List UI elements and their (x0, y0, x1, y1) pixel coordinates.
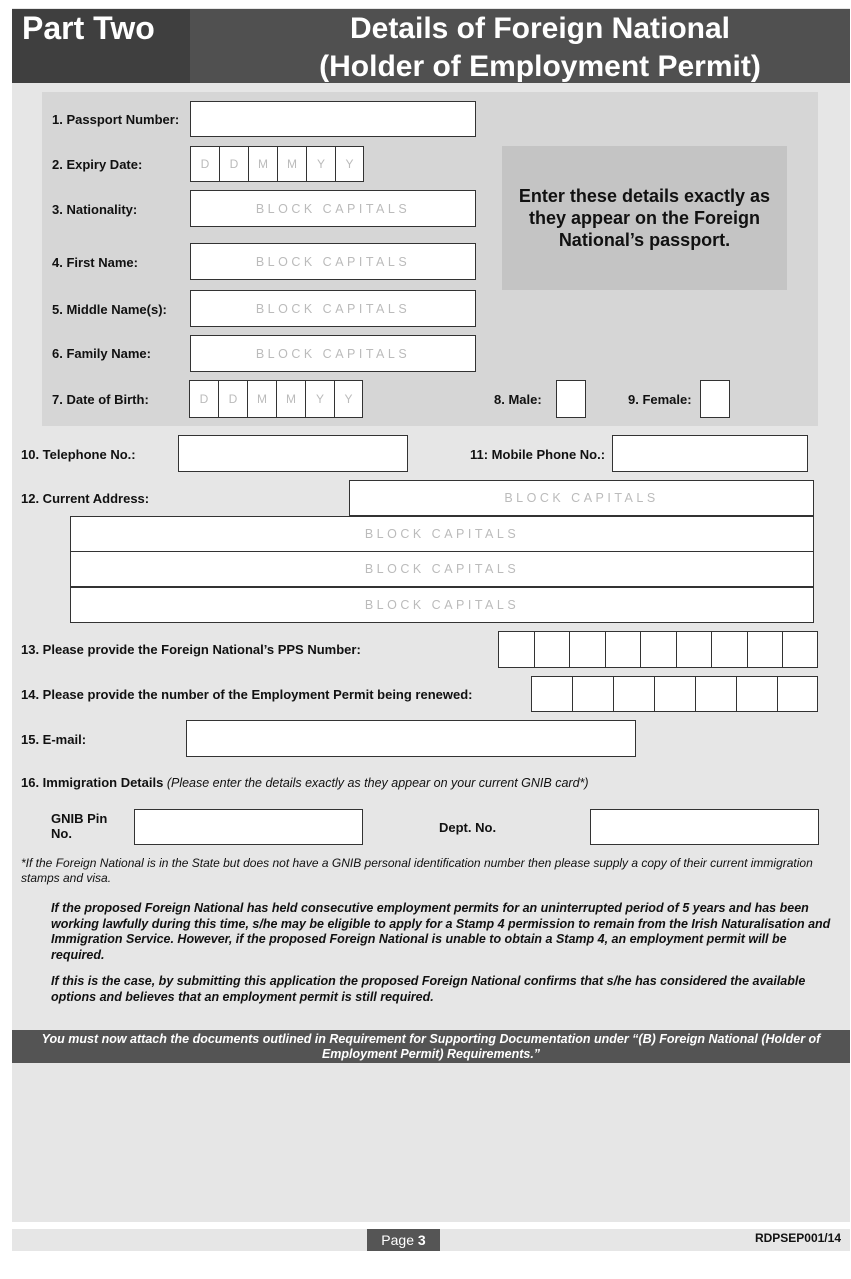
expiry-month-cell[interactable]: M (248, 146, 277, 182)
page-title-line-1: Details of Foreign National (349, 12, 731, 45)
immigration-heading (21, 775, 589, 790)
date-of-birth-input[interactable] (189, 380, 363, 418)
passport-note (502, 146, 787, 290)
page-number: 3 (417, 1232, 426, 1248)
part-label: Part Two (22, 10, 155, 46)
pps-digit-cell[interactable] (498, 631, 534, 668)
passport-number-input[interactable] (190, 101, 476, 137)
immigration-label: 16. Immigration Details (21, 775, 164, 790)
female-checkbox[interactable] (700, 380, 730, 418)
permit-number-input[interactable] (531, 676, 818, 712)
expiry-month-cell[interactable]: M (277, 146, 306, 182)
address-line-2[interactable]: BLOCK CAPITALS (70, 516, 814, 552)
page-label: Page (381, 1232, 414, 1248)
dept-number-input[interactable] (590, 809, 819, 845)
nationality-label: 3. Nationality: (52, 202, 138, 217)
dob-day-cell[interactable]: D (218, 380, 247, 418)
gnib-footnote: *If the Foreign National is in the State but does not have a GNIB personal identification number then please supply a copy of their current immigration stamps and visa. (21, 856, 813, 885)
telephone-label: 10. Telephone No.: (21, 447, 136, 462)
passport-note-text: Enter these details exactly as they appear on the Foreign National’s passport. (518, 186, 771, 250)
pps-digit-cell[interactable] (711, 631, 747, 668)
date-of-birth-label: 7. Date of Birth: (52, 392, 149, 407)
permit-digit-cell[interactable] (777, 676, 818, 712)
page-title (190, 10, 850, 86)
permit-digit-cell[interactable] (736, 676, 777, 712)
mobile-label: 11: Mobile Phone No.: (470, 447, 606, 462)
address-line-1[interactable]: BLOCK CAPITALS (349, 480, 814, 516)
gnib-pin-label-line-2: No. (51, 826, 72, 841)
permit-number-label: 14. Please provide the number of the Employment Permit being renewed: (21, 687, 473, 702)
pps-number-label: 13. Please provide the Foreign National’s PPS Number: (21, 642, 361, 657)
email-input[interactable] (186, 720, 636, 757)
dob-month-cell[interactable]: M (276, 380, 305, 418)
confirmation-paragraph: If this is the case, by submitting this application the proposed Foreign National confirms that s/he has considered the available options and believes that an employment permit is still required. (51, 974, 806, 1004)
expiry-day-cell[interactable]: D (219, 146, 248, 182)
family-name-input[interactable]: BLOCK CAPITALS (190, 335, 476, 372)
dept-number-label: Dept. No. (439, 820, 497, 835)
dob-year-cell[interactable]: Y (334, 380, 363, 418)
dob-day-cell[interactable]: D (189, 380, 218, 418)
address-line-3[interactable]: BLOCK CAPITALS (70, 551, 814, 587)
family-name-label: 6. Family Name: (52, 346, 151, 361)
pps-number-input[interactable] (498, 631, 818, 668)
pps-digit-cell[interactable] (569, 631, 605, 668)
dob-year-cell[interactable]: Y (305, 380, 334, 418)
email-label: 15. E-mail: (21, 732, 87, 747)
permit-digit-cell[interactable] (654, 676, 695, 712)
passport-number-label: 1. Passport Number: (52, 112, 180, 127)
stamp4-paragraph: If the proposed Foreign National has held consecutive employment permits for an uninterrupted period of 5 years and has been working lawfully during this time, s/he may be eligible to apply for a Stamp 4 permission to remain from the Irish Naturalisation and Immigration Service. However, if the proposed Foreign National is unable to obtain a Stamp 4, an employment permit will be required. (51, 901, 831, 962)
pps-digit-cell[interactable] (747, 631, 783, 668)
gnib-pin-label-line-1: GNIB Pin (51, 811, 108, 826)
page-number-badge (367, 1229, 440, 1251)
female-label: 9. Female: (628, 392, 692, 407)
pps-digit-cell[interactable] (534, 631, 570, 668)
expiry-year-cell[interactable]: Y (335, 146, 364, 182)
pps-digit-cell[interactable] (676, 631, 712, 668)
permit-digit-cell[interactable] (572, 676, 613, 712)
page-title-line-2: (Holder of Employment Permit) (319, 50, 761, 83)
pps-digit-cell[interactable] (782, 631, 818, 668)
expiry-date-label: 2. Expiry Date: (52, 157, 143, 172)
nationality-input[interactable]: BLOCK CAPITALS (190, 190, 476, 227)
mobile-input[interactable] (612, 435, 808, 472)
attach-documents-banner: You must now attach the documents outlined in Requirement for Supporting Documentation under “(B) Foreign National (Holder of Employment Permit) Requirements.” (12, 1030, 850, 1063)
immigration-hint: (Please enter the details exactly as they appear on your current GNIB card*) (166, 776, 589, 790)
pps-digit-cell[interactable] (605, 631, 641, 668)
gnib-pin-input[interactable] (134, 809, 363, 845)
male-checkbox[interactable] (556, 380, 586, 418)
middle-names-input[interactable]: BLOCK CAPITALS (190, 290, 476, 327)
gnib-pin-label (51, 811, 107, 841)
expiry-day-cell[interactable]: D (190, 146, 219, 182)
male-label: 8. Male: (494, 392, 542, 407)
document-code: RDPSEP001/14 (754, 1231, 841, 1245)
address-label: 12. Current Address: (21, 491, 150, 506)
pps-digit-cell[interactable] (640, 631, 676, 668)
permit-digit-cell[interactable] (695, 676, 736, 712)
permit-digit-cell[interactable] (613, 676, 654, 712)
dob-month-cell[interactable]: M (247, 380, 276, 418)
permit-digit-cell[interactable] (531, 676, 572, 712)
first-name-input[interactable]: BLOCK CAPITALS (190, 243, 476, 280)
expiry-year-cell[interactable]: Y (306, 146, 335, 182)
address-line-4[interactable]: BLOCK CAPITALS (70, 587, 814, 623)
first-name-label: 4. First Name: (52, 255, 138, 270)
expiry-date-input[interactable] (190, 146, 364, 182)
middle-names-label: 5. Middle Name(s): (52, 302, 167, 317)
telephone-input[interactable] (178, 435, 408, 472)
